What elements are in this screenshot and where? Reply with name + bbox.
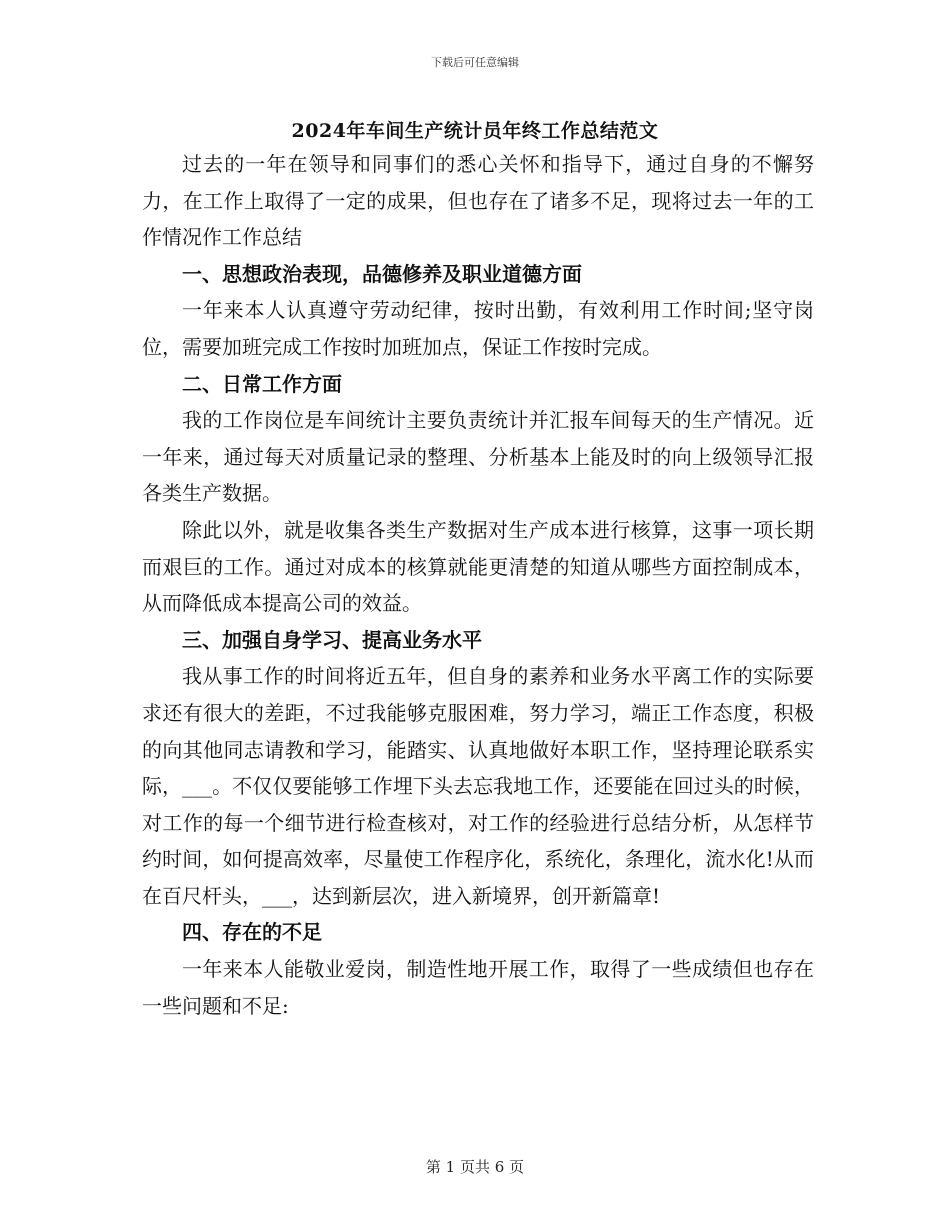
section-4-paragraph-1: 一年来本人能敬业爱岗，制造性地开展工作，取得了一些成绩但也存在一些问题和不足: (142, 957, 814, 1018)
section-heading-1: 一、思想政治表现，品德修养及职业道德方面 (182, 261, 582, 286)
section-heading-3: 三、加强自身学习、提高业务水平 (182, 627, 482, 652)
section-3-paragraph-1: 我从事工作的时间将近五年，但自身的素养和业务水平离工作的实际要求还有很大的差距，不过我能够克服困难，努力学习，端正工作态度，积极的向其他同志请教和学习，能踏实、认真地做好本职工作，坚持理论联系实际，___。不仅仅要能够工作埋下头去忘我地工作，还要能在回过头的时候，对工作的每一个细节进行检查核对，对工作的经验进行总结分析，从怎样节约时间，如何提高效率，尽量使工作程序化，系统化，条理化，流水化!从而在百尺杆头，___，达到新层次，进入新境界，创开新篇章! (142, 664, 814, 908)
header-note: 下载后可任意编辑 (431, 56, 519, 69)
document-body (142, 146, 814, 1024)
section-heading-2: 二、日常工作方面 (182, 371, 342, 396)
page-number: 第 1 页共 6 页 (425, 1158, 525, 1176)
section-2-paragraph-1: 我的工作岗位是车间统计主要负责统计并汇报车间每天的生产情况。近一年来，通过每天对质量记录的整理、分析基本上能及时的向上级领导汇报各类生产数据。 (142, 408, 814, 506)
section-heading-4: 四、存在的不足 (182, 920, 322, 945)
section-1-paragraph-1: 一年来本人认真遵守劳动纪律，按时出勤，有效利用工作时间;坚守岗位，需要加班完成工作按时加班加点，保证工作按时完成。 (142, 298, 814, 359)
intro-paragraph: 过去的一年在领导和同事们的悉心关怀和指导下，通过自身的不懈努力，在工作上取得了一定的成果，但也存在了诸多不足，现将过去一年的工作情况作工作总结 (142, 152, 814, 250)
document-title: 2024年车间生产统计员年终工作总结范文 (291, 120, 659, 142)
section-2-paragraph-2: 除此以外，就是收集各类生产数据对生产成本进行核算，这事一项长期而艰巨的工作。通过对成本的核算就能更清楚的知道从哪些方面控制成本，从而降低成本提高公司的效益。 (142, 517, 814, 616)
